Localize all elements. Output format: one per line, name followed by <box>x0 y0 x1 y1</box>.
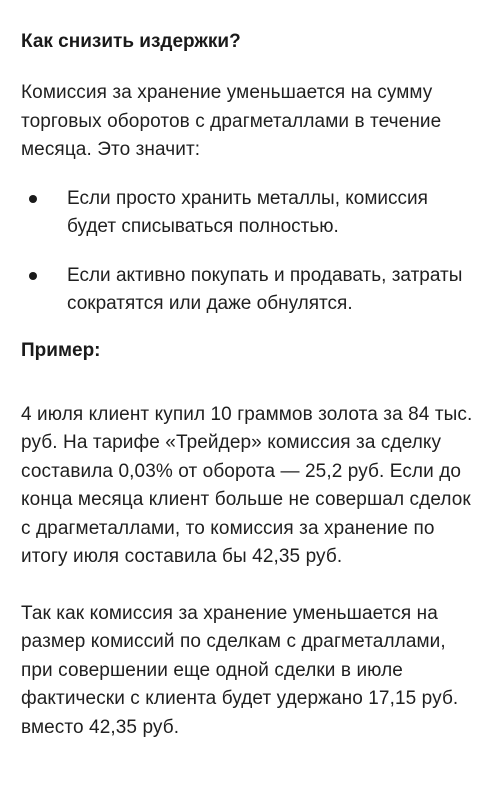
list-item <box>21 185 478 242</box>
list-item <box>21 262 478 319</box>
list-item-text: Если просто хранить металлы, комиссия будет списываться полностью. <box>67 187 428 237</box>
intro-paragraph: Комиссия за хранение уменьшается на сумму торговых оборотов с драгметаллами в течение месяца. Это значит: <box>21 82 442 160</box>
conclusion-paragraph: Так как комиссия за хранение уменьшается на размер комиссий по сделкам с драгметаллами, при совершении еще одной сделки в июле фактически с клиента будет удержано 17,15 руб. вместо 42,35 руб. <box>21 602 459 738</box>
bullet-list <box>21 185 478 319</box>
example-heading: Пример: <box>21 339 101 361</box>
section-heading: Как снизить издержки? <box>21 31 241 52</box>
list-item-text: Если активно покупать и продавать, затраты сократятся или даже обнулятся. <box>67 264 463 314</box>
example-paragraph: 4 июля клиент купил 10 граммов золота за 84 тыс. руб. На тарифе «Трейдер» комиссия за сделку составила 0,03% от оборота — 25,2 руб. Если до конца месяца клиент больше не совершал сделок с драгметаллами, то комиссия за хранение по итогу июля составила бы 42,35 руб. <box>21 403 473 567</box>
bullet-icon <box>29 195 37 203</box>
bullet-icon <box>29 272 37 280</box>
